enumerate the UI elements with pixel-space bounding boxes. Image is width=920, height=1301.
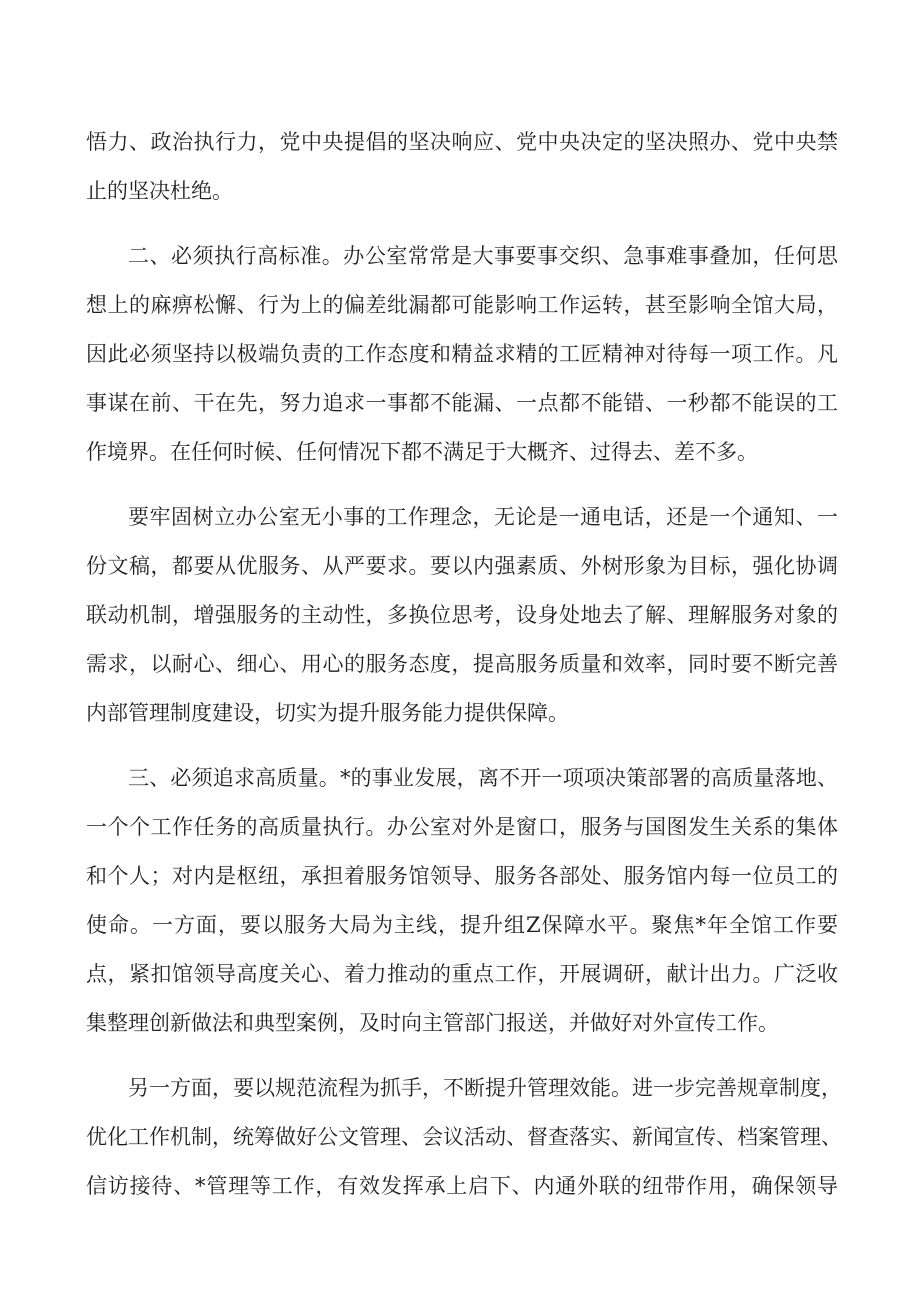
text-line: 需求，以耐心、细心、用心的服务态度，提高服务质量和效率，同时要不断完善 (86, 652, 838, 676)
text-line: 一个个工作任务的高质量执行。办公室对外是窗口，服务与国图发生关系的集体 (86, 815, 838, 839)
text-line: 份文稿，都要从优服务、从严要求。要以内强素质、外树形象为目标，强化协调 (86, 554, 838, 578)
text-line: 想上的麻痹松懈、行为上的偏差纰漏都可能影响工作运转，甚至影响全馆大局， (86, 293, 838, 317)
text-line: 要牢固树立办公室无小事的工作理念，无论是一通电话，还是一个通知、一 (128, 505, 838, 529)
text-line: 事谋在前、干在先，努力追求一事都不能漏、一点都不能错、一秒都不能误的工 (86, 391, 838, 415)
paragraph-no-small-matters (86, 493, 838, 738)
text-line: 另一方面，要以规范流程为抓手，不断提升管理效能。进一步完善规章制度， (128, 1076, 842, 1100)
paragraph-continuation (86, 118, 838, 216)
paragraph-high-quality (86, 754, 838, 1048)
text-line: 止的坚决杜绝。 (86, 179, 233, 203)
text-line: 悟力、政治执行力，党中央提倡的坚决响应、党中央决定的坚决照办、党中央禁 (86, 130, 838, 154)
paragraph-high-standard (86, 232, 838, 477)
text-line: 信访接待、*管理等工作，有效发挥承上启下、内通外联的纽带作用，确保领导 (86, 1174, 838, 1198)
text-line: 优化工作机制，统筹做好公文管理、会议活动、督查落实、新闻宣传、档案管理、 (86, 1125, 842, 1149)
text-line: 使命。一方面，要以服务大局为主线，提升组Z保障水平。聚焦*年全馆工作要 (86, 913, 838, 937)
text-line: 二、必须执行高标准。办公室常常是大事要事交织、急事难事叠加，任何思 (128, 244, 838, 268)
text-line: 和个人；对内是枢纽，承担着服务馆领导、服务各部处、服务馆内每一位员工的 (86, 864, 838, 888)
text-line: 联动机制，增强服务的主动性，多换位思考，设身处地去了解、理解服务对象的 (86, 603, 838, 627)
text-line: 集整理创新做法和典型案例，及时向主管部门报送，并做好对外宣传工作。 (86, 1011, 779, 1035)
text-line: 点，紧扣馆领导高度关心、着力推动的重点工作，开展调研，献计出力。广泛收 (86, 962, 838, 986)
text-line: 三、必须追求高质量。*的事业发展，离不开一项项决策部署的高质量落地、 (128, 766, 838, 790)
text-line: 因此必须坚持以极端负责的工作态度和精益求精的工匠精神对待每一项工作。凡 (86, 342, 838, 366)
text-line: 作境界。在任何时候、任何情况下都不满足于大概齐、过得去、差不多。 (86, 440, 758, 464)
document-body (86, 118, 842, 1227)
paragraph-process (86, 1064, 842, 1211)
text-line: 内部管理制度建设，切实为提升服务能力提供保障。 (86, 701, 569, 725)
